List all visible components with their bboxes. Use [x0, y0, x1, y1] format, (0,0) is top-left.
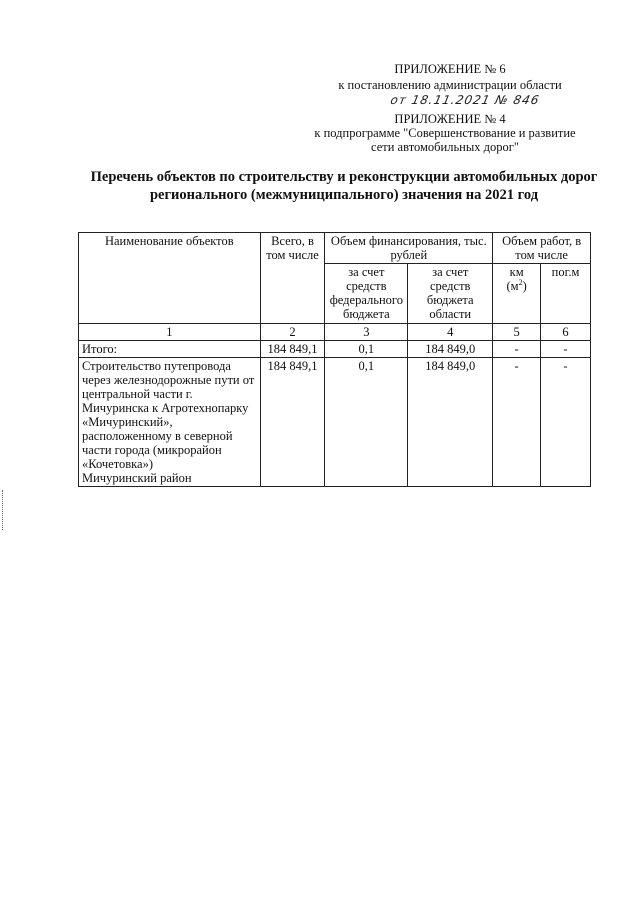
object-km: -	[493, 358, 541, 487]
column-number: 5	[493, 324, 541, 341]
total-federal: 0,1	[325, 341, 408, 358]
header-pog: пог.м	[541, 264, 591, 324]
total-sum: 184 849,1	[260, 341, 325, 358]
header-row-1	[79, 233, 591, 264]
column-number: 2	[260, 324, 325, 341]
document-title: Перечень объектов по строительству и реконструкции автомобильных дорог регионального (межмуниципального) значения на 2021 год	[90, 169, 598, 203]
header-name: Наименование объектов	[79, 233, 261, 324]
total-km: -	[493, 341, 541, 358]
object-name-cell	[79, 358, 261, 487]
appendix6-title: ПРИЛОЖЕНИЕ № 6	[394, 62, 506, 76]
appendix4-title: ПРИЛОЖЕНИЕ № 4	[394, 112, 506, 126]
objects-table	[78, 232, 591, 487]
column-number: 1	[79, 324, 261, 341]
appendix4-subtitle-line1: к подпрограмме "Совершенствование и развитие	[314, 126, 576, 140]
header-works: Объем работ, в том числе	[493, 233, 591, 264]
total-label: Итого:	[79, 341, 261, 358]
object-total: 184 849,1	[260, 358, 325, 487]
column-numbers-row	[79, 324, 591, 341]
header-regional: за счет средств бюджета области	[408, 264, 493, 324]
column-number: 6	[541, 324, 591, 341]
header-federal: за счет средств федерального бюджета	[325, 264, 408, 324]
scan-margin-marks	[2, 490, 5, 530]
total-row	[79, 341, 591, 358]
object-federal: 0,1	[325, 358, 408, 487]
total-pog: -	[541, 341, 591, 358]
header-km-suffix: (м	[506, 279, 519, 293]
object-regional: 184 849,0	[408, 358, 493, 487]
appendix4-subtitle-line2: сети автомобильных дорог"	[371, 140, 519, 154]
handwritten-date-number: от 18.11.2021 № 846	[389, 93, 541, 107]
appendix6-subtitle: к постановлению администрации области	[338, 78, 562, 92]
header-total: Всего, в том числе	[260, 233, 325, 324]
object-pog: -	[541, 358, 591, 487]
header-km-close: )	[522, 279, 527, 293]
column-number: 3	[325, 324, 408, 341]
table-row	[79, 358, 591, 487]
header-km-sup: 2	[518, 277, 523, 287]
header-km	[493, 264, 541, 324]
header-km-prefix: км	[509, 265, 524, 279]
column-number: 4	[408, 324, 493, 341]
object-name: Строительство путепровода через железнодорожные пути от центральной части г. Мичуринска к Агротехнопарку «Мичуринский», расположенному в северной части города (микрорайон «Кочетовка»)	[82, 359, 255, 471]
total-regional: 184 849,0	[408, 341, 493, 358]
object-district: Мичуринский район	[82, 471, 192, 485]
header-financing: Объем финансирования, тыс. рублей	[325, 233, 493, 264]
